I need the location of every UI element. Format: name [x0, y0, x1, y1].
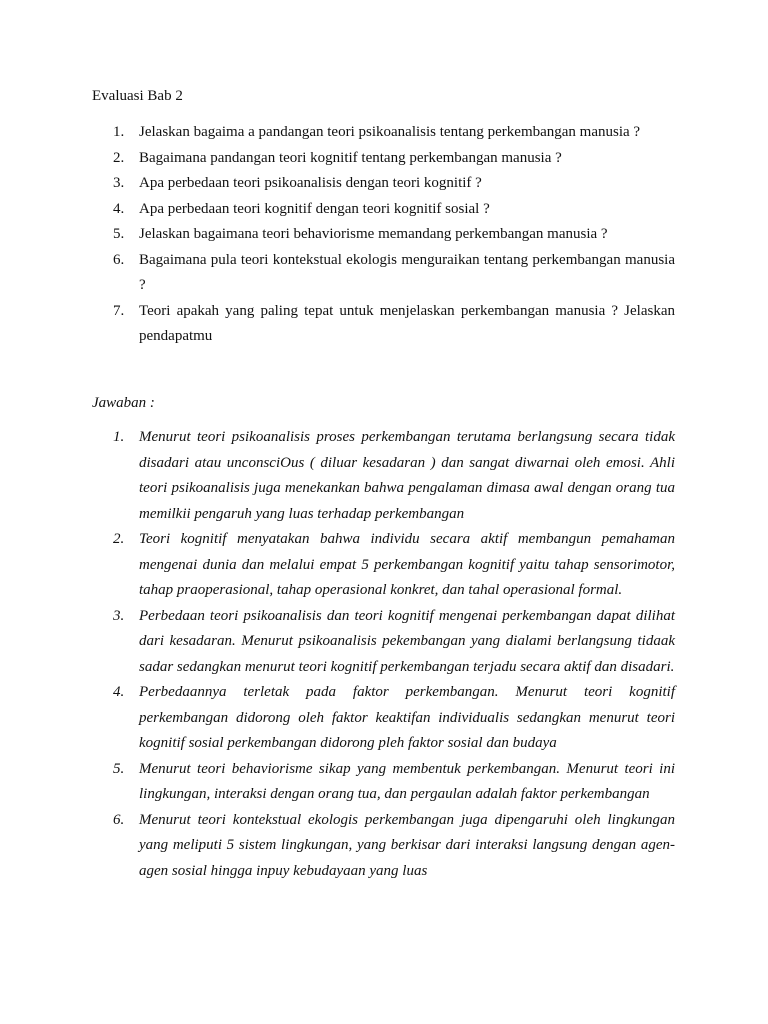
answer-text: Perbedaan teori psikoanalisis dan teori kognitif mengenai perkembangan dapat dilihat dari kesadaran. Menurut psikoanalisis pekembangan yang dialami berlangsung tidaak sadar sedangkan menurut teori kognitif perkembangan terjadu secara aktif dan disadari.	[139, 607, 675, 675]
question-number: 6.	[113, 251, 125, 268]
answer-item	[0, 808, 675, 885]
answer-number: 2.	[113, 531, 125, 547]
question-number: 4.	[113, 200, 125, 217]
answer-item	[0, 527, 675, 604]
question-item	[0, 222, 675, 248]
question-item	[0, 248, 675, 299]
answer-list	[0, 425, 768, 884]
question-number: 3.	[113, 175, 125, 191]
answer-number: 4.	[113, 684, 125, 700]
answer-text: Perbedaannya terletak pada faktor perkembangan. Menurut teori kognitif perkembangan didorong oleh faktor keaktifan individualis sedangkan menurut teori kognitif sosial perkembangan didorong pleh faktor sosial dan budaya	[139, 684, 675, 751]
answer-text: Menurut teori kontekstual ekologis perkembangan juga dipengaruhi oleh lingkungan yang meliputi 5 sistem lingkungan, yang berkisar dari interaksi langsung dengan agen-agen sosial hingga inpuy kebudayaan yang luas	[139, 811, 675, 879]
question-text: Jelaskan bagaima a pandangan teori psikoanalisis tentang perkembangan manusia ?	[139, 124, 641, 140]
question-text: Bagaimana pula teori kontekstual ekologis menguraikan tentang perkembangan manusia ?	[139, 251, 675, 293]
question-number: 2.	[113, 149, 125, 166]
question-text: Apa perbedaan teori psikoanalisis dengan teori kognitif ?	[139, 175, 482, 191]
question-list	[0, 120, 768, 350]
answer-item	[0, 604, 675, 681]
answer-text: Teori kognitif menyatakan bahwa individu secara aktif membangun pemahaman mengenai dunia dan melalui empat 5 perkembangan kognitif yaitu tahap sensorimotor, tahap praoperasional, tahap operasional konkret, dan tahal operasional formal.	[139, 531, 675, 598]
question-text: Apa perbedaan teori kognitif dengan teori kognitif sosial ?	[139, 200, 490, 217]
question-number: 5.	[113, 226, 125, 242]
answer-number: 5.	[113, 760, 125, 777]
answer-item	[0, 757, 675, 808]
question-item	[0, 197, 675, 223]
question-text: Jelaskan bagaimana teori behaviorisme memandang perkembangan manusia ?	[139, 226, 608, 242]
answer-text: Menurut teori behaviorisme sikap yang membentuk perkembangan. Menurut teori ini lingkungan, interaksi dengan orang tua, dan pergaulan adalah faktor perkembangan	[139, 760, 675, 802]
question-text: Teori apakah yang paling tepat untuk menjelaskan perkembangan manusia ? Jelaskan pendapatmu	[139, 302, 675, 344]
question-item	[0, 171, 675, 197]
answer-item	[0, 680, 675, 757]
question-text: Bagaimana pandangan teori kognitif tentang perkembangan manusia ?	[139, 149, 562, 166]
question-number: 7.	[113, 302, 125, 319]
answer-number: 1.	[113, 429, 125, 445]
question-number: 1.	[113, 124, 125, 140]
question-item	[0, 146, 675, 172]
page-title: Evaluasi Bab 2	[92, 88, 183, 104]
answers-heading: Jawaban :	[92, 395, 155, 411]
answer-number: 6.	[113, 811, 125, 828]
answer-item	[0, 425, 675, 527]
question-item	[0, 299, 675, 350]
question-item	[0, 120, 675, 146]
answer-number: 3.	[113, 607, 125, 624]
answer-text: Menurut teori psikoanalisis proses perkembangan terutama berlangsung secara tidak disadari atau unconsciOus ( diluar kesadaran ) dan sangat diwarnai oleh emosi. Ahli teori psikoanalisis juga menekankan bahwa pengalaman dimasa awal dengan orang tua memilkii pengaruh yang luas terhadap perkembangan	[139, 429, 675, 522]
